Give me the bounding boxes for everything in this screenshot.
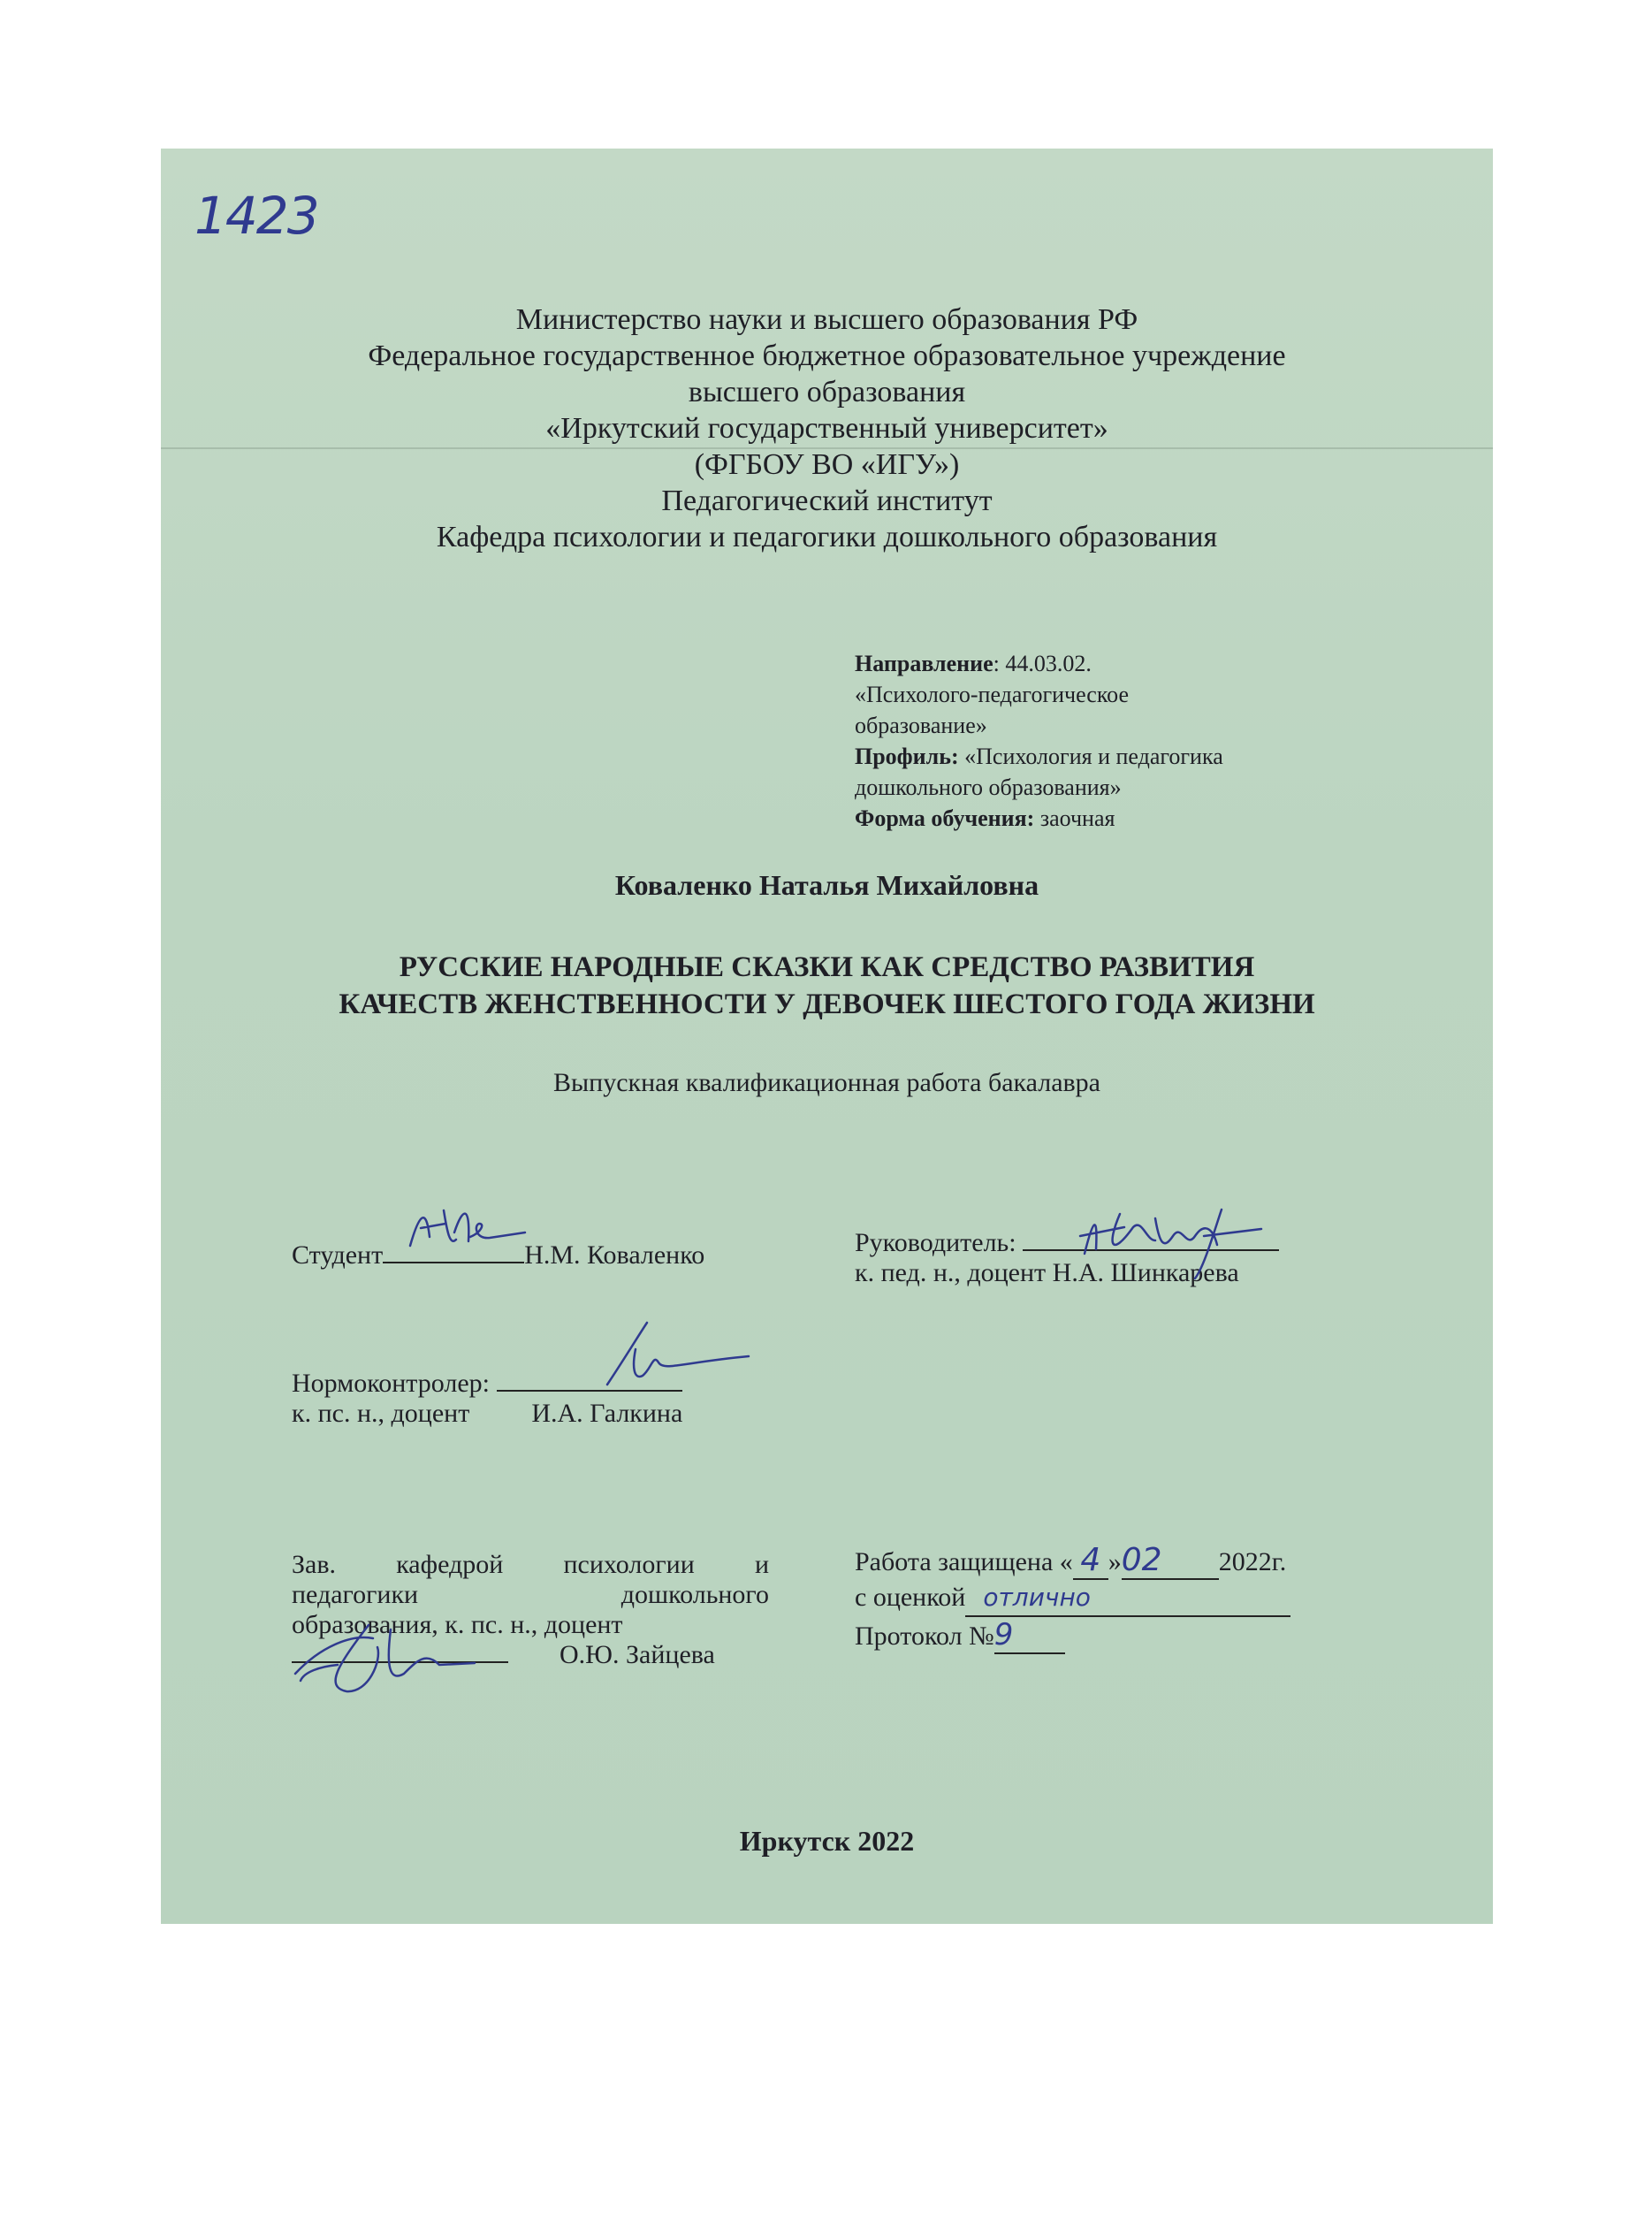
department-name: Кафедра психологии и педагогики дошкольного образования (436, 521, 1218, 553)
profile-line-2: дошкольного образования» (855, 775, 1122, 800)
author-name: Коваленко Наталья Михайловна (614, 869, 1039, 901)
grade-value: отлично (965, 1580, 1290, 1617)
head-signature (285, 1612, 488, 1709)
profile-value: «Психология и педагогика (958, 744, 1223, 769)
direction-line-2: «Психолого-педагогическое (855, 682, 1129, 707)
form-label: Форма обучения: (855, 805, 1035, 831)
head-degree: образования, к. пс. н., доцент (292, 1610, 623, 1639)
work-type: Выпускная квалификационная работа бакалавра (552, 1068, 1100, 1097)
head-word-3: психологии (563, 1550, 695, 1579)
head-word-2: кафедрой (396, 1550, 504, 1579)
university-name: «Иркутский государственный университет» (545, 412, 1108, 445)
head-word-5: педагогики (292, 1580, 419, 1609)
city-year: Иркутск 2022 (739, 1825, 915, 1857)
handwritten-number: 1423 (194, 186, 318, 246)
profile-label: Профиль: (855, 744, 959, 769)
normcontroller-name: И.А. Галкина (531, 1399, 683, 1428)
grade-label: с оценкой (855, 1583, 966, 1612)
institution-type-line: Федеральное государственное бюджетное образовательное учреждение (368, 340, 1286, 372)
institution-header (161, 301, 1493, 555)
thesis-title-line-1: РУССКИЕ НАРОДНЫЕ СКАЗКИ КАК СРЕДСТВО РАЗВИТИЯ (399, 951, 1255, 983)
normcontroller-signature (598, 1314, 757, 1393)
student-signature (401, 1197, 534, 1259)
defense-quote-close: » (1108, 1547, 1122, 1576)
supervisor-label: Руководитель: (855, 1228, 1016, 1257)
protocol-label: Протокол № (855, 1622, 994, 1651)
form-value: заочная (1034, 805, 1115, 831)
normcontroller-label: Нормоконтролер: (292, 1369, 491, 1398)
direction-label: Направление (855, 651, 993, 676)
ministry-line: Министерство науки и высшего образования РФ (515, 303, 1138, 336)
defense-block (855, 1543, 1290, 1654)
study-info (855, 648, 1223, 834)
thesis-title-line-2: КАЧЕСТВ ЖЕНСТВЕННОСТИ У ДЕВОЧЕК ШЕСТОГО ГОДА ЖИЗНИ (339, 988, 1315, 1020)
defense-day: 4 (1073, 1543, 1108, 1580)
head-word-6: дошкольного (620, 1580, 769, 1609)
student-name: Н.М. Коваленко (524, 1240, 705, 1270)
normcontroller-degree: к. пс. н., доцент (292, 1399, 470, 1428)
protocol-value: 9 (994, 1617, 1065, 1654)
direction-value: : 44.03.02. (993, 651, 1092, 676)
institution-type-line-2: высшего образования (688, 376, 966, 408)
defense-year: 2022г. (1218, 1547, 1287, 1576)
thesis-title (161, 949, 1493, 1023)
title-page (161, 149, 1493, 1924)
head-word-1: Зав. (292, 1550, 337, 1579)
student-label: Студент (292, 1240, 384, 1270)
head-word-4: и (754, 1550, 769, 1579)
defense-prefix: Работа защищена « (855, 1547, 1073, 1576)
institute-name: Педагогический институт (661, 485, 993, 517)
supervisor-degree-name: к. пед. н., доцент Н.А. Шинкарева (855, 1258, 1239, 1287)
direction-line-3: образование» (855, 713, 987, 738)
supervisor-signature (1071, 1201, 1275, 1280)
university-abbr: (ФГБОУ ВО «ИГУ») (694, 448, 960, 481)
head-name: О.Ю. Зайцева (560, 1640, 715, 1669)
defense-month: 02 (1122, 1543, 1219, 1580)
